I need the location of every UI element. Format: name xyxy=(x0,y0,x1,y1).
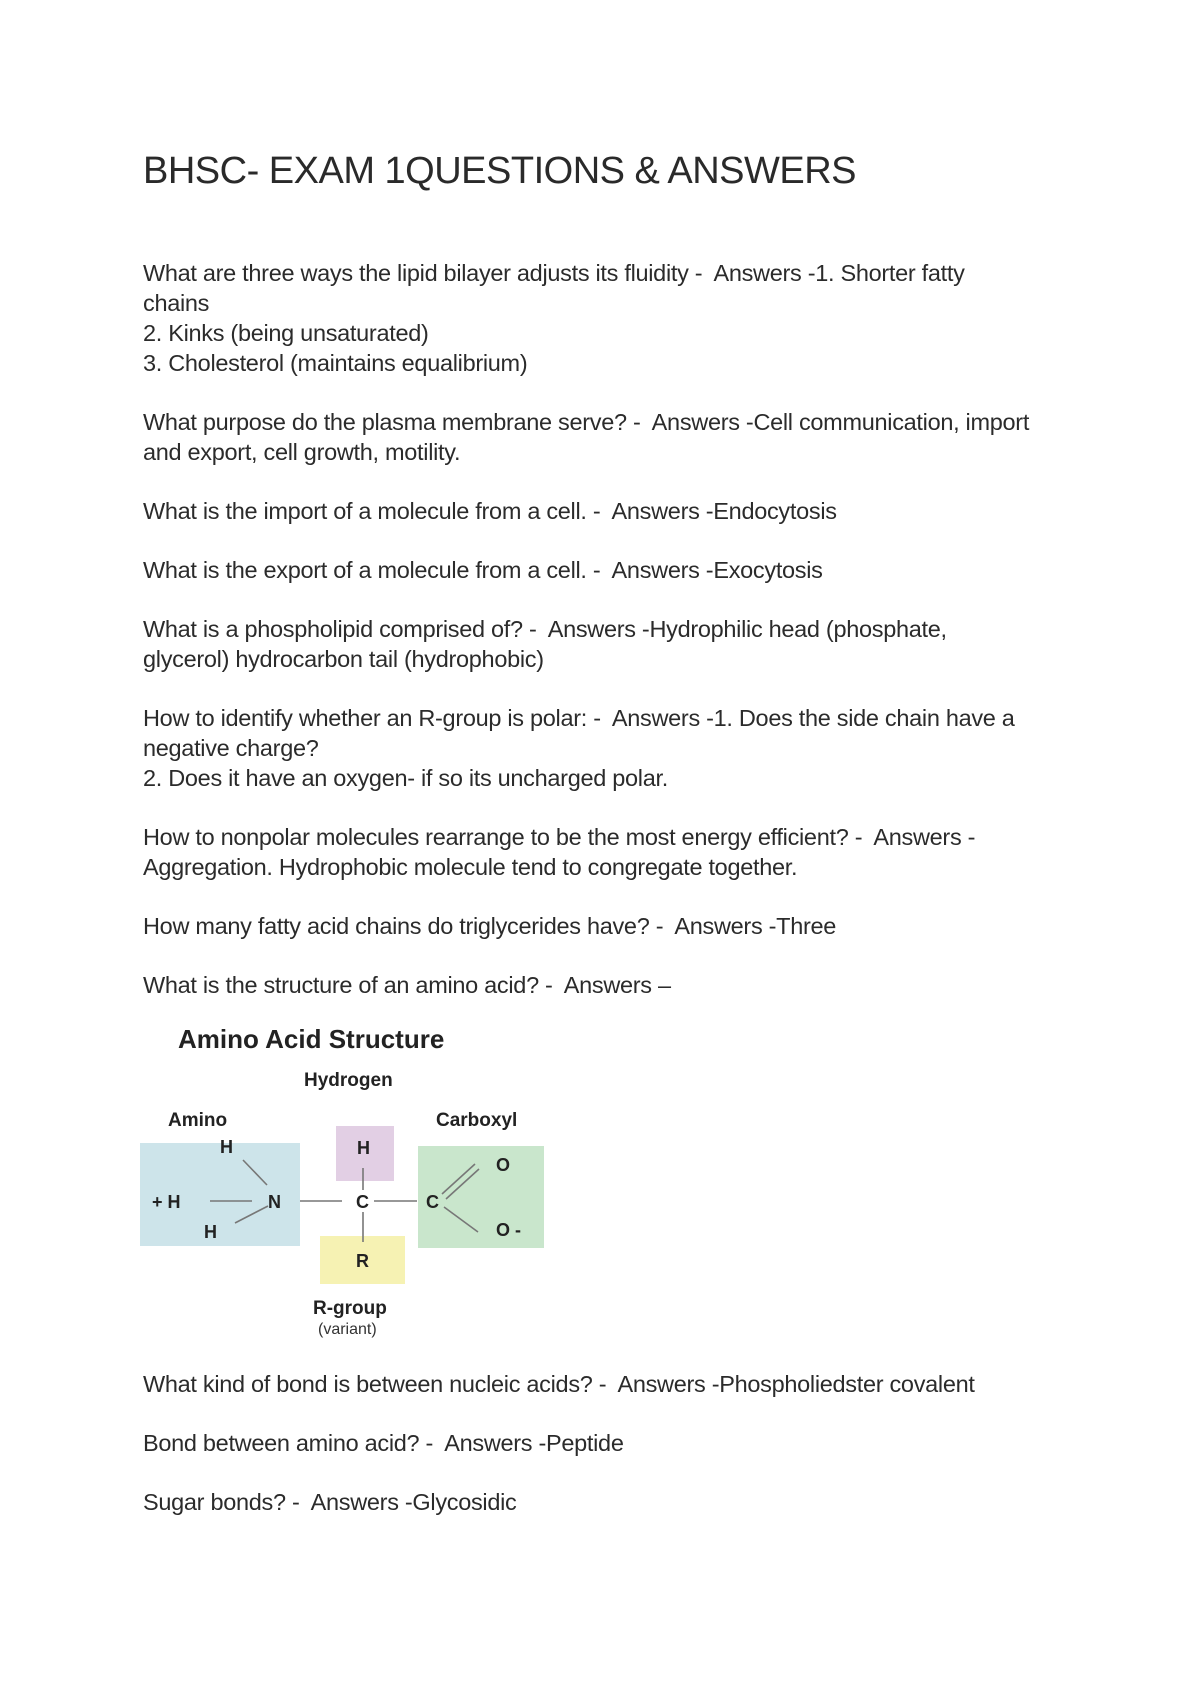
qa-line: glycerol) hydrocarbon tail (hydrophobic) xyxy=(143,646,544,672)
rgroup-label: R-group xyxy=(313,1298,387,1319)
rgroup-sub-label: (variant) xyxy=(318,1321,377,1338)
qa-line: What kind of bond is between nucleic acids? - Answers -Phospholiedster covalent xyxy=(143,1371,975,1397)
qa-item-9 xyxy=(143,970,1073,1000)
qa-line: How many fatty acid chains do triglycerides have? - Answers -Three xyxy=(143,913,837,939)
atom-o-top: O xyxy=(496,1155,511,1175)
atom-r: R xyxy=(356,1251,369,1271)
qa-item-1 xyxy=(143,258,1073,378)
page-title: BHSC- EXAM 1QUESTIONS & ANSWERS xyxy=(143,150,856,192)
carboxyl-label: Carboxyl xyxy=(436,1110,518,1131)
qa-line: How to identify whether an R-group is polar: - Answers -1. Does the side chain have a xyxy=(143,705,1015,731)
qa-line: Bond between amino acid? - Answers -Peptide xyxy=(143,1430,624,1456)
qa-line: What is the export of a molecule from a cell. - Answers -Exocytosis xyxy=(143,557,823,583)
qa-item-3 xyxy=(143,496,1073,526)
atom-o-bottom: O - xyxy=(496,1220,521,1240)
qa-item-6 xyxy=(143,703,1073,793)
qa-line: What is the import of a molecule from a cell. - Answers -Endocytosis xyxy=(143,498,837,524)
qa-item-8 xyxy=(143,911,1073,941)
qa-line: 3. Cholesterol (maintains equalibrium) xyxy=(143,350,528,376)
atom-c-alpha: C xyxy=(356,1192,369,1212)
atom-c-carboxyl: C xyxy=(426,1192,439,1212)
qa-line: How to nonpolar molecules rearrange to be the most energy efficient? - Answers - xyxy=(143,824,976,850)
qa-item-12 xyxy=(143,1487,1073,1517)
qa-line: chains xyxy=(143,290,210,316)
hydrogen-label: Hydrogen xyxy=(304,1070,393,1091)
qa-item-4 xyxy=(143,555,1073,585)
atom-n: N xyxy=(268,1192,281,1212)
qa-item-7 xyxy=(143,822,1073,882)
atom-h-alpha: H xyxy=(357,1138,370,1158)
amino-acid-diagram xyxy=(140,1020,560,1355)
qa-line: Sugar bonds? - Answers -Glycosidic xyxy=(143,1489,517,1515)
qa-line: What is a phospholipid comprised of? - Answers -Hydrophilic head (phosphate, xyxy=(143,616,947,642)
atom-h-amino-bottom: H xyxy=(204,1222,217,1242)
qa-line: and export, cell growth, motility. xyxy=(143,439,461,465)
qa-item-5 xyxy=(143,614,1073,674)
qa-line: Aggregation. Hydrophobic molecule tend to congregate together. xyxy=(143,854,798,880)
qa-line: What is the structure of an amino acid? - Answers – xyxy=(143,972,671,998)
atom-h-amino-top: H xyxy=(220,1137,233,1157)
qa-line: 2. Kinks (being unsaturated) xyxy=(143,320,429,346)
qa-item-10 xyxy=(143,1369,1073,1399)
qa-line: 2. Does it have an oxygen- if so its uncharged polar. xyxy=(143,765,668,791)
qa-item-2 xyxy=(143,407,1073,467)
amino-acid-diagram-svg xyxy=(140,1020,560,1355)
qa-line: What purpose do the plasma membrane serve? - Answers -Cell communication, import xyxy=(143,409,1030,435)
atom-h-amino-left: + H xyxy=(152,1192,181,1212)
amino-label: Amino xyxy=(168,1110,228,1131)
qa-line: What are three ways the lipid bilayer adjusts its fluidity - Answers -1. Shorter fatty xyxy=(143,260,965,286)
qa-line: negative charge? xyxy=(143,735,319,761)
qa-item-11 xyxy=(143,1428,1073,1458)
diagram-title: Amino Acid Structure xyxy=(178,1024,445,1054)
